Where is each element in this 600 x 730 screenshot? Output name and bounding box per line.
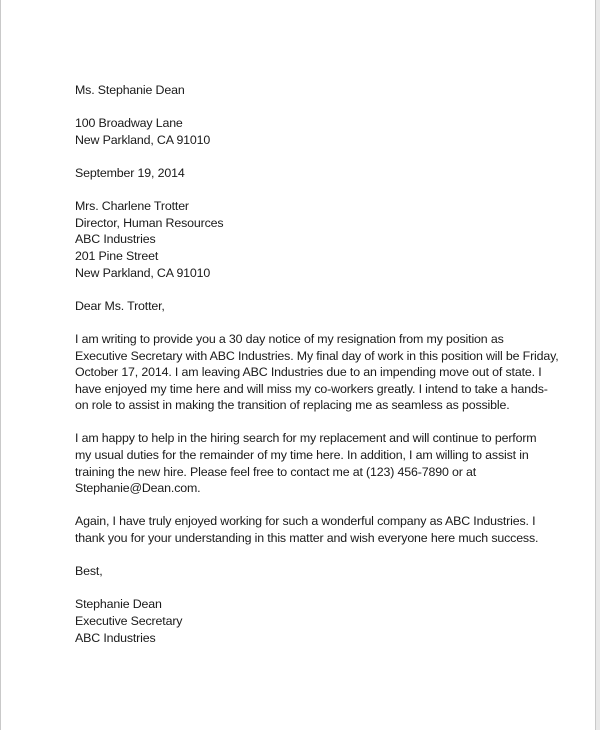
body-paragraph-2 xyxy=(75,430,545,496)
paragraph-line: Executive Secretary with ABC Industries. My final day of work in this position will be Friday, xyxy=(75,348,559,363)
recipient-line: Director, Human Resources xyxy=(75,215,224,230)
signature-line: Executive Secretary xyxy=(75,614,183,628)
paragraph-line: I am happy to help in the hiring search for my replacement and will continue to perform xyxy=(75,431,537,446)
paragraph-line: have enjoyed my time here and will miss my co-workers greatly. I intend to take a hands- xyxy=(75,381,548,396)
sender-address-line: 100 Broadway Lane xyxy=(75,116,183,131)
recipient-line: New Parkland, CA 91010 xyxy=(75,265,211,280)
signature-line: Stephanie Dean xyxy=(75,597,162,612)
paragraph-line: thank you for your understanding in this matter and wish everyone here much success. xyxy=(75,531,539,546)
closing-block xyxy=(75,563,545,580)
recipient-line: 201 Pine Street xyxy=(75,248,159,263)
recipient-line: Mrs. Charlene Trotter xyxy=(75,199,189,214)
body-paragraph-1 xyxy=(75,331,559,414)
signature-block xyxy=(75,596,545,646)
paragraph-line: training the new hire. Please feel free to contact me at (123) 456-7890 or at xyxy=(75,464,477,479)
letter-content xyxy=(75,82,559,663)
salutation: Dear Ms. Trotter, xyxy=(75,298,165,313)
paragraph-line: Stephanie@Dean.com. xyxy=(75,481,201,496)
sender-address xyxy=(75,115,545,148)
sender-name-block xyxy=(75,82,545,99)
paragraph-line: I am writing to provide you a 30 day notice of my resignation from my position as xyxy=(75,331,504,346)
letter-date-block xyxy=(75,165,545,182)
recipient-line: ABC Industries xyxy=(75,232,156,247)
closing: Best, xyxy=(75,564,103,579)
letter-date: September 19, 2014 xyxy=(75,165,185,180)
paragraph-line: Again, I have truly enjoyed working for such a wonderful company as ABC Industries. I xyxy=(75,514,536,529)
salutation-block xyxy=(75,298,545,315)
recipient-address xyxy=(75,198,545,281)
paragraph-line: October 17, 2014. I am leaving ABC Industries due to an impending move out of state. I xyxy=(75,365,542,380)
sender-address-line: New Parkland, CA 91010 xyxy=(75,132,211,147)
paragraph-line: my usual duties for the remainder of my time here. In addition, I am willing to assist in xyxy=(75,448,529,463)
body-paragraph-3 xyxy=(75,513,545,546)
paragraph-line: on role to assist in making the transition of replacing me as seamless as possible. xyxy=(75,398,510,413)
signature-line: ABC Industries xyxy=(75,630,156,645)
sender-name: Ms. Stephanie Dean xyxy=(75,83,185,97)
